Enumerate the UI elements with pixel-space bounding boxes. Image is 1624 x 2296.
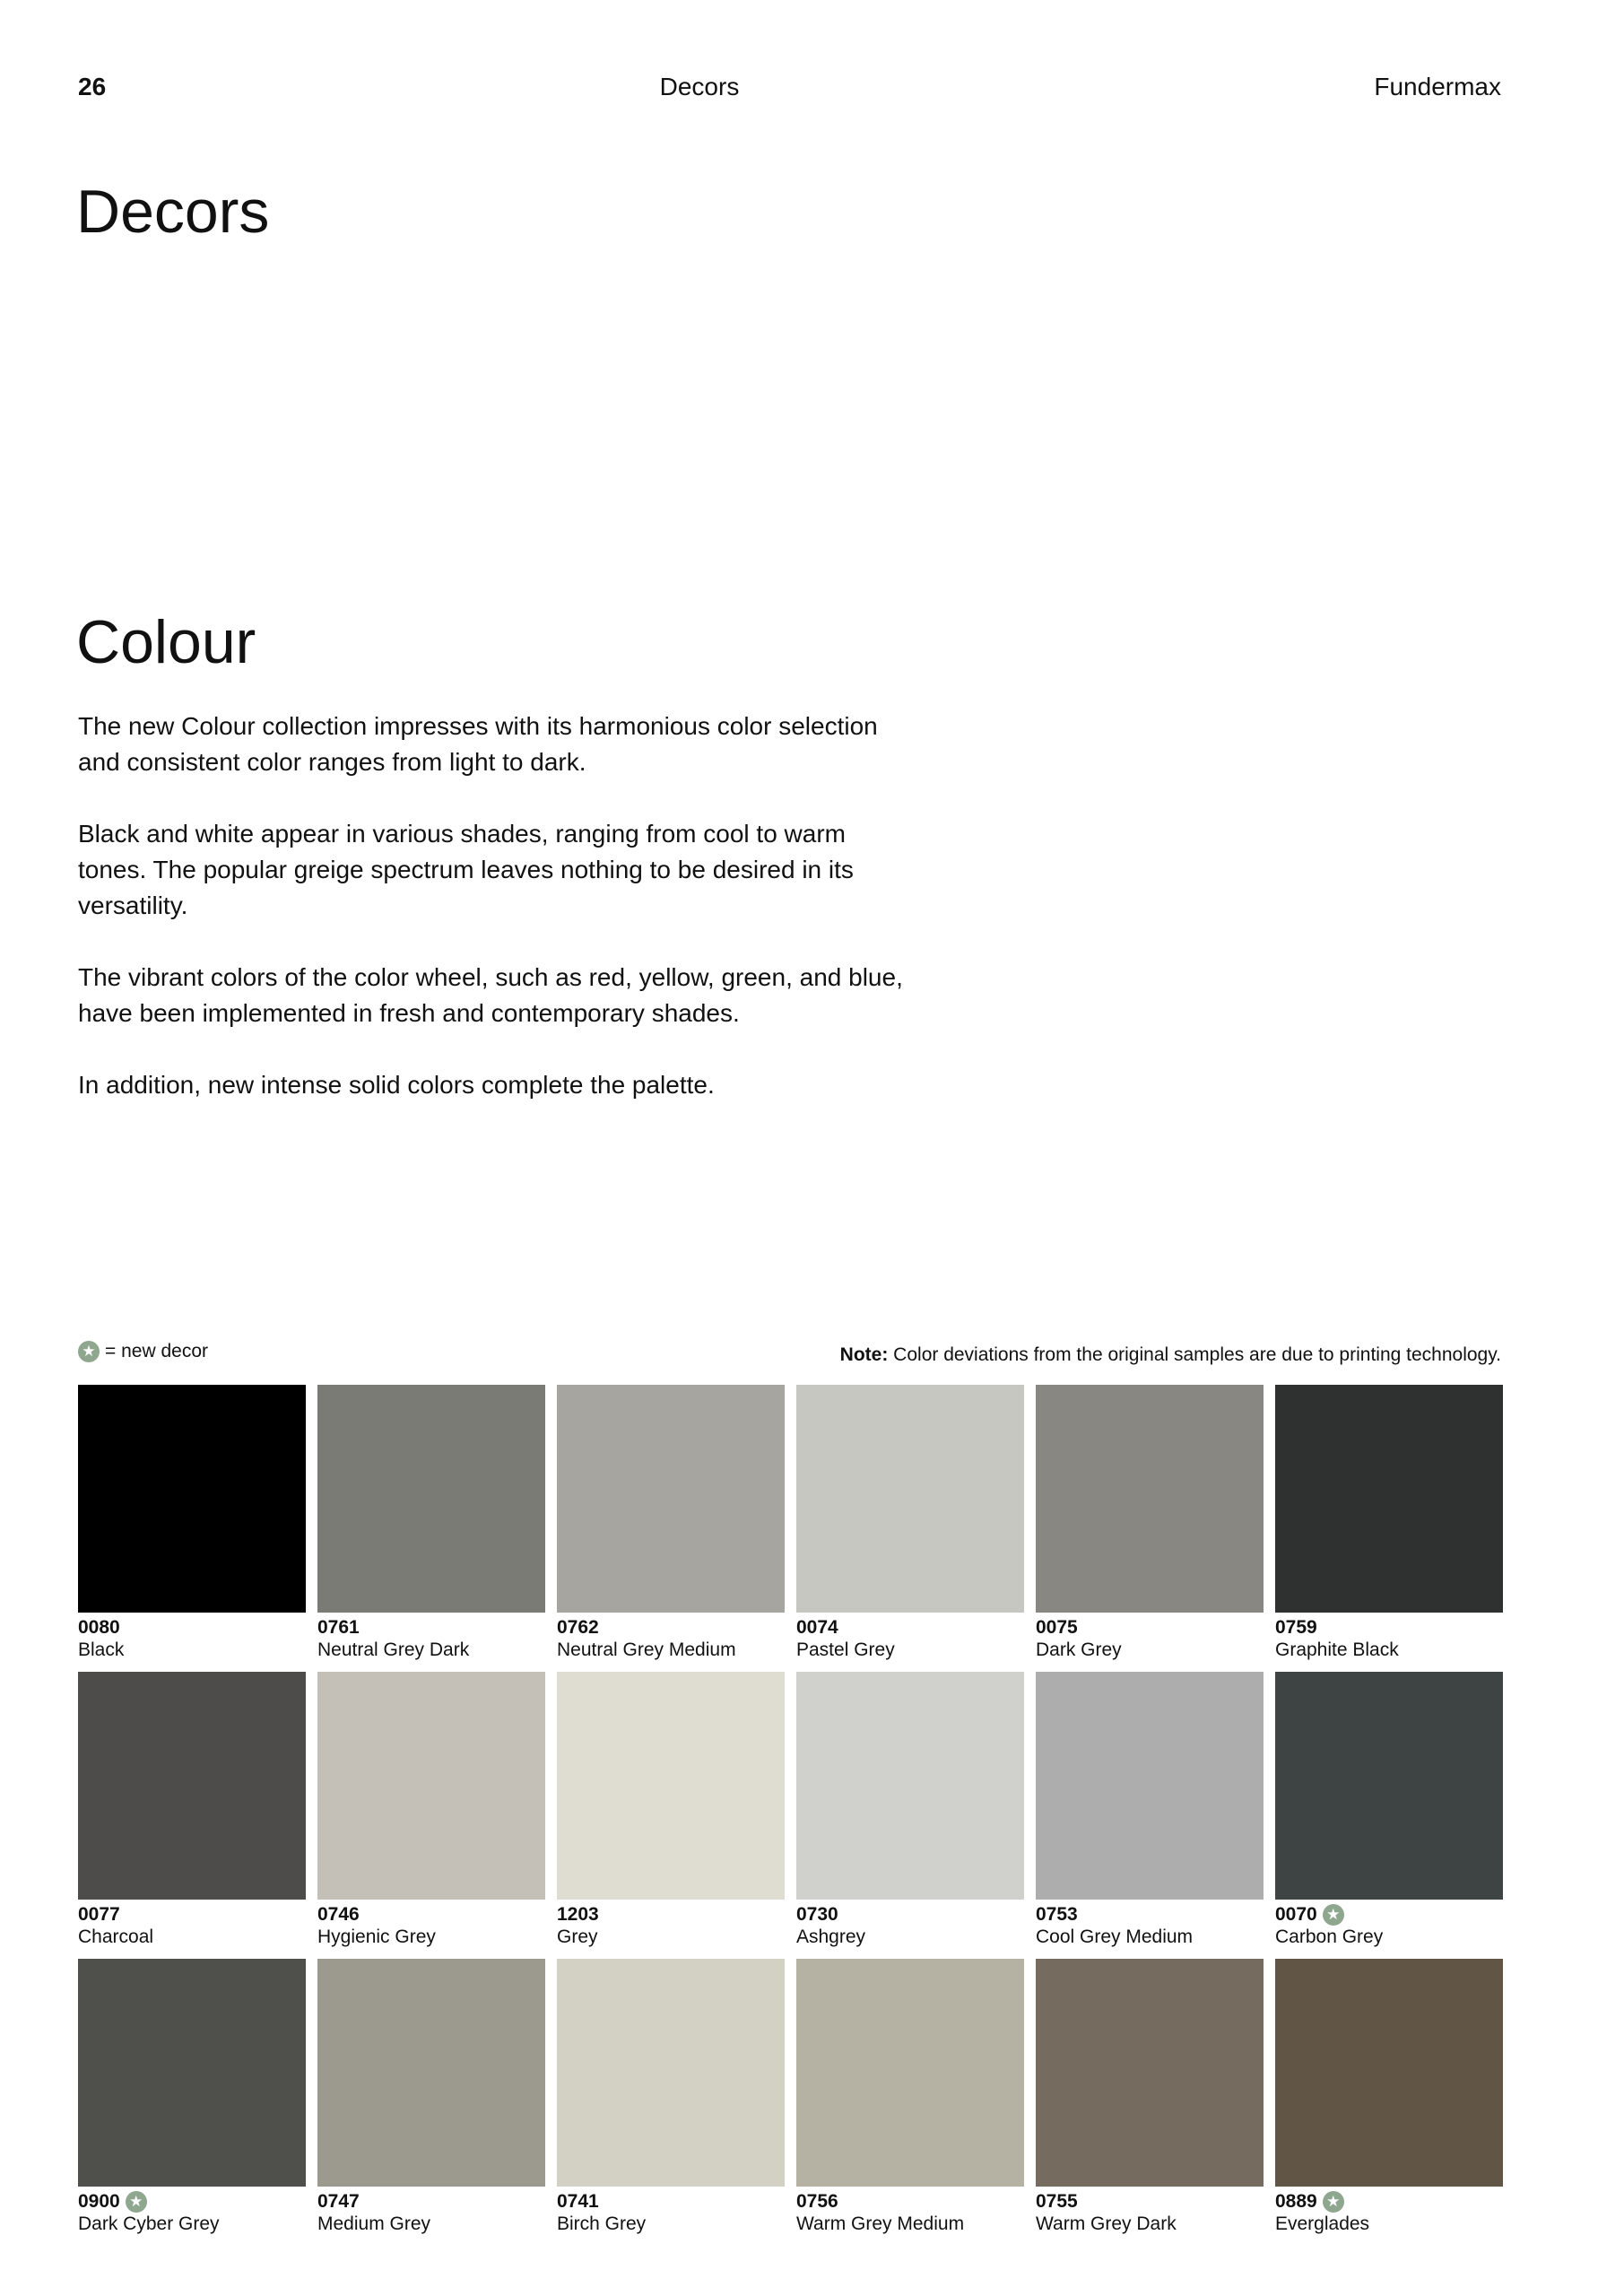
note-text: Color deviations from the original samples are due to printing technology.: [888, 1344, 1501, 1365]
swatch-code-line: [78, 1616, 306, 1639]
color-swatch: [1275, 1672, 1503, 1900]
swatch-card: [796, 1385, 1024, 1672]
swatch-name: Charcoal: [78, 1926, 154, 1947]
swatch-code-line: [1275, 1616, 1503, 1639]
color-swatch: [796, 1959, 1024, 2187]
swatch-code-line: [1275, 1903, 1503, 1926]
swatch-card: [796, 1672, 1024, 1959]
swatch-code: 0075: [1036, 1617, 1078, 1638]
swatch-code-line: [317, 1903, 545, 1926]
star-badge-icon: ★: [78, 1341, 100, 1362]
page-title: Decors: [76, 178, 270, 246]
swatch-name: Black: [78, 1639, 125, 1660]
color-swatch: [1275, 1385, 1503, 1613]
color-swatch: [78, 1385, 306, 1613]
swatch-card: [317, 1959, 545, 2246]
swatch-name: Pastel Grey: [796, 1639, 895, 1660]
new-decor-star-icon: ★: [1323, 2191, 1344, 2213]
swatch-code: 0762: [557, 1617, 599, 1638]
page-number: 26: [78, 73, 107, 100]
swatch-code-line: [557, 1903, 785, 1926]
swatch-code: 0074: [796, 1617, 838, 1638]
color-swatch: [796, 1672, 1024, 1900]
swatch-code-line: [1036, 2190, 1264, 2213]
swatch-code: 0889: [1275, 2191, 1317, 2212]
color-swatch: [557, 1385, 785, 1613]
swatch-card: [317, 1672, 545, 1959]
swatch-card: [78, 1385, 306, 1672]
new-decor-legend: [78, 1340, 208, 1363]
swatch-card: [557, 1672, 785, 1959]
swatch-code: 0077: [78, 1904, 120, 1925]
swatch-grid: [78, 1385, 1504, 2246]
swatch-code-line: [796, 1616, 1024, 1639]
swatch-name: Cool Grey Medium: [1036, 1926, 1194, 1947]
swatch-card: [1036, 1959, 1264, 2246]
swatch-code: 1203: [557, 1904, 599, 1925]
swatch-code-line: [1036, 1616, 1264, 1639]
swatch-name: Neutral Grey Dark: [317, 1639, 470, 1660]
swatch-name: Carbon Grey: [1275, 1926, 1384, 1947]
intro-text: [78, 709, 921, 1139]
legend-text: = new decor: [105, 1341, 208, 1361]
swatch-card: [1275, 1959, 1503, 2246]
swatch-name: Medium Grey: [317, 2213, 431, 2234]
swatch-code-line: [1036, 1903, 1264, 1926]
swatch-code: 0761: [317, 1617, 360, 1638]
swatch-name: Neutral Grey Medium: [557, 1639, 736, 1660]
color-swatch: [317, 1959, 545, 2187]
swatch-name: Dark Cyber Grey: [78, 2213, 220, 2234]
section-title: Colour: [76, 608, 256, 676]
intro-paragraph: The new Colour collection impresses with its harmonious color selection and consistent color ranges from light to dark.: [78, 712, 878, 776]
swatch-card: [317, 1385, 545, 1672]
swatch-code-line: [78, 1903, 306, 1926]
swatch-code-line: [317, 1616, 545, 1639]
swatch-code: 0759: [1275, 1617, 1317, 1638]
swatch-name: Ashgrey: [796, 1926, 866, 1947]
swatch-code: 0900: [78, 2191, 120, 2212]
color-swatch: [1275, 1959, 1503, 2187]
swatch-code: 0746: [317, 1904, 360, 1925]
color-swatch: [557, 1672, 785, 1900]
swatch-code: 0755: [1036, 2191, 1078, 2212]
swatch-card: [796, 1959, 1024, 2246]
brand-name: Fundermax: [1374, 73, 1501, 100]
swatch-code-line: [557, 1616, 785, 1639]
swatch-card: [1036, 1385, 1264, 1672]
intro-paragraph: The vibrant colors of the color wheel, such as red, yellow, green, and blue, have been implemented in fresh and contemporary shades.: [78, 963, 903, 1027]
swatch-code-line: [1275, 2190, 1503, 2213]
color-swatch: [78, 1672, 306, 1900]
swatch-code-line: [317, 2190, 545, 2213]
new-decor-star-icon: ★: [126, 2191, 147, 2213]
swatch-name: Everglades: [1275, 2213, 1370, 2234]
swatch-card: [557, 1959, 785, 2246]
swatch-code-line: [796, 1903, 1024, 1926]
color-swatch: [317, 1672, 545, 1900]
color-swatch: [557, 1959, 785, 2187]
swatch-name: Birch Grey: [557, 2213, 647, 2234]
swatch-name: Dark Grey: [1036, 1639, 1122, 1660]
swatch-code: 0080: [78, 1617, 120, 1638]
swatch-card: [78, 1959, 306, 2246]
swatch-card: [1275, 1672, 1503, 1959]
swatch-code: 0753: [1036, 1904, 1078, 1925]
color-swatch: [1036, 1385, 1264, 1613]
swatch-card: [557, 1385, 785, 1672]
swatch-name: Grey: [557, 1926, 598, 1947]
swatch-name: Warm Grey Medium: [796, 2213, 965, 2234]
new-decor-star-icon: ★: [1323, 1904, 1344, 1926]
swatch-code-line: [796, 2190, 1024, 2213]
color-swatch: [1036, 1959, 1264, 2187]
print-note: [840, 1344, 1501, 1367]
running-header-section: Decors: [659, 73, 740, 100]
swatch-card: [1036, 1672, 1264, 1959]
swatch-name: Warm Grey Dark: [1036, 2213, 1177, 2234]
intro-paragraph: Black and white appear in various shades, ranging from cool to warm tones. The popular greige spectrum leaves nothing to be desired in its versatility.: [78, 820, 854, 919]
swatch-code: 0741: [557, 2191, 599, 2212]
swatch-code: 0730: [796, 1904, 838, 1925]
color-swatch: [1036, 1672, 1264, 1900]
swatch-code-line: [78, 2190, 306, 2213]
color-swatch: [317, 1385, 545, 1613]
intro-paragraph: In addition, new intense solid colors complete the palette.: [78, 1071, 715, 1099]
swatch-card: [1275, 1385, 1503, 1672]
note-label: Note:: [839, 1344, 889, 1365]
swatch-code-line: [557, 2190, 785, 2213]
swatch-name: Hygienic Grey: [317, 1926, 436, 1947]
color-swatch: [78, 1959, 306, 2187]
swatch-code: 0747: [317, 2191, 360, 2212]
swatch-card: [78, 1672, 306, 1959]
swatch-name: Graphite Black: [1275, 1639, 1399, 1660]
color-swatch: [796, 1385, 1024, 1613]
swatch-code: 0070: [1275, 1904, 1317, 1925]
swatch-code: 0756: [796, 2191, 838, 2212]
